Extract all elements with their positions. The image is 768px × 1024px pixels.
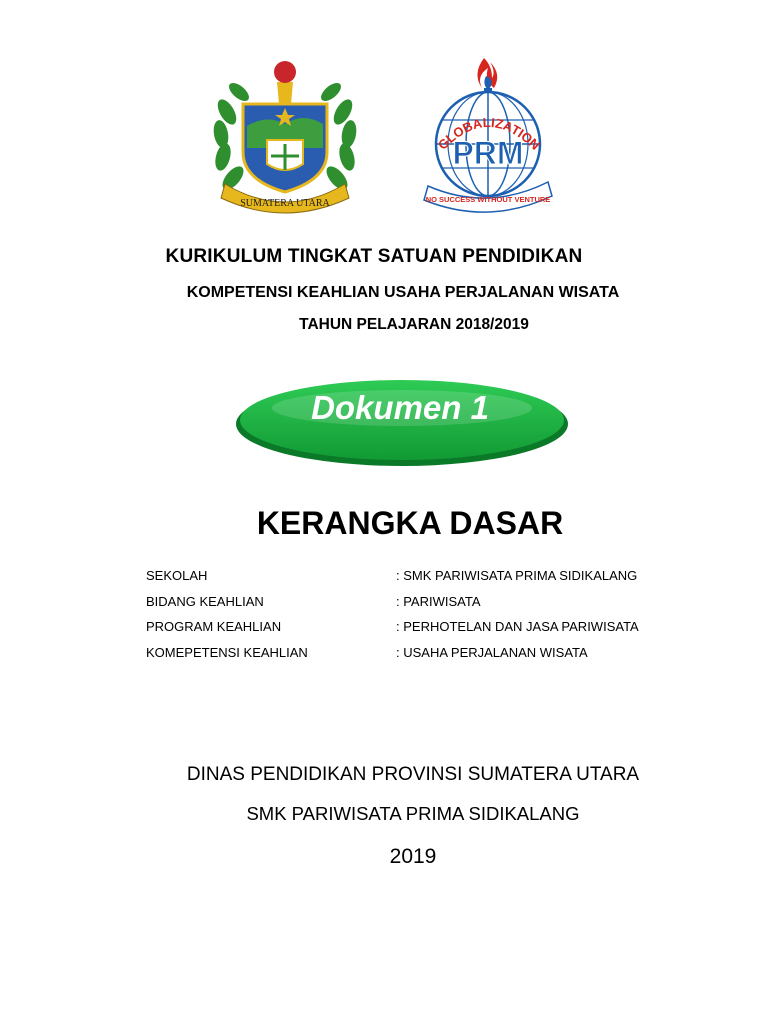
svg-text:GLOBALIZATION: GLOBALIZATION [434,114,543,153]
svg-text:SUMATERA UTARA: SUMATERA UTARA [240,198,330,209]
prm-globalization-logo [412,52,564,217]
info-value: : PERHOTELAN DAN JASA PARIWISATA [396,619,639,635]
title-kurikulum: KURIKULUM TINGKAT SATUAN PENDIDIKAN [165,246,583,267]
title-tahun-pelajaran: TAHUN PELAJARAN 2018/2019 [299,316,529,333]
footer-dinas: DINAS PENDIDIKAN PROVINSI SUMATERA UTARA [186,764,640,785]
info-key: PROGRAM KEAHLIAN [146,619,282,635]
sumatera-utara-emblem [205,52,365,214]
title-kompetensi: KOMPETENSI KEAHLIAN USAHA PERJALANAN WISATA [186,284,620,301]
info-value: : SMK PARIWISATA PRIMA SIDIKALANG [396,568,638,584]
svg-text:PRM: PRM [452,135,524,171]
info-row-bidang [146,589,706,615]
info-key: KOMEPETENSI KEAHLIAN [146,644,308,660]
info-table [146,563,706,665]
info-key: BIDANG KEAHLIAN [146,593,264,609]
footer-school: SMK PARIWISATA PRIMA SIDIKALANG [246,803,580,824]
info-key: SEKOLAH [146,568,208,584]
svg-text:NO SUCCESS WITHOUT VENTURE: NO SUCCESS WITHOUT VENTURE [425,195,551,204]
footer-year: 2019 [389,845,437,868]
info-row-kompetensi [146,640,706,666]
info-row-sekolah [146,563,706,589]
info-value: : PARIWISATA [396,593,481,609]
info-row-program [146,614,706,640]
info-value: : USAHA PERJALANAN WISATA [396,644,588,660]
heading-kerangka-dasar: KERANGKA DASAR [256,505,564,541]
dokumen-label: Dokumen 1 [311,389,489,426]
